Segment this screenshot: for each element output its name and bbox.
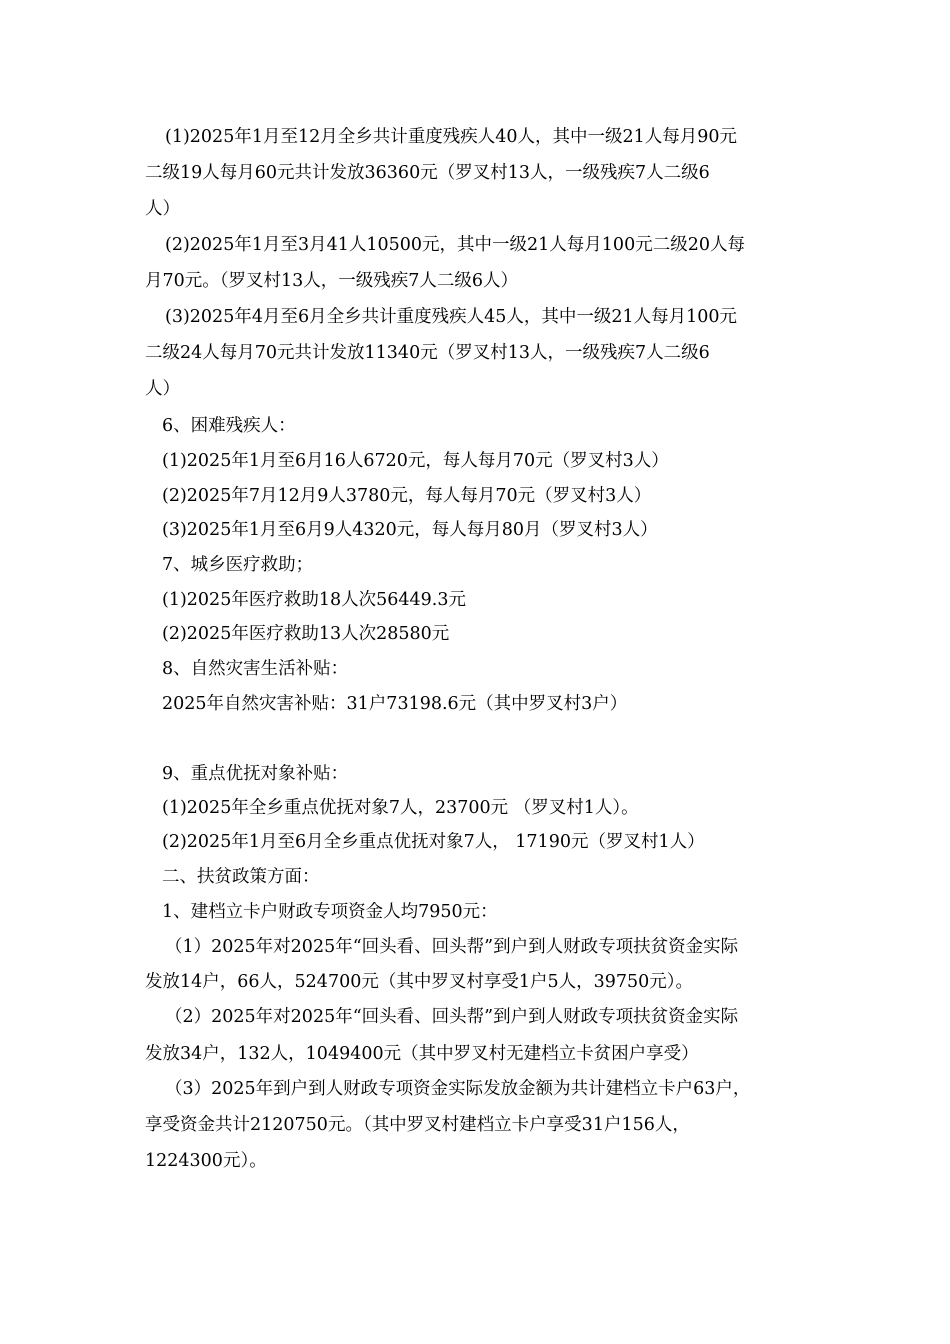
section-heading: 1、建档立卡户财政专项资金人均7950元： xyxy=(162,902,498,922)
text-line: 2025年自然灾害补贴：31户73198.6元（其中罗叉村3户） xyxy=(162,694,628,714)
text-line: 1224300元）。 xyxy=(145,1151,267,1171)
text-line: (2)2025年医疗救助13人次28580元 xyxy=(162,624,450,644)
text-line: 人） xyxy=(145,379,180,399)
text-line: (1)2025年1月至12月全乡共计重度残疾人40人，其中一级21人每月90元 xyxy=(165,127,738,147)
text-line: 二级19人每月60元共计发放36360元（罗叉村13人，一级残疾7人二级6 xyxy=(145,163,710,183)
text-line: 享受资金共计2120750元。（其中罗叉村建档立卡户享受31户156人， xyxy=(145,1115,690,1135)
text-line: （1）2025年对2025年“回头看、回头帮”到户到人财政专项扶贫资金实际 xyxy=(165,937,739,957)
text-line: 人） xyxy=(145,199,180,219)
text-line: 月70元。（罗叉村13人，一级残疾7人二级6人） xyxy=(145,271,519,291)
section-heading: 9、重点优抚对象补贴： xyxy=(162,764,349,784)
text-line: (2)2025年1月至3月41人10500元，其中一级21人每月100元二级20人每 xyxy=(165,235,745,255)
section-heading: 二、扶贫政策方面： xyxy=(162,867,320,887)
section-heading: 8、自然灾害生活补贴： xyxy=(162,659,349,679)
text-line: (3)2025年4月至6月全乡共计重度残疾人45人，其中一级21人每月100元 xyxy=(165,307,738,327)
text-line: (1)2025年1月至6月16人6720元，每人每月70元（罗叉村3人） xyxy=(162,451,669,471)
text-line: 发放34户，132人，1049400元（其中罗叉村无建档立卡贫困户享受） xyxy=(145,1044,699,1064)
text-line: (3)2025年1月至6月9人4320元，每人每月80月（罗叉村3人） xyxy=(162,520,658,540)
section-heading: 6、困难残疾人： xyxy=(162,416,296,436)
text-line: 二级24人每月70元共计发放11340元（罗叉村13人，一级残疾7人二级6 xyxy=(145,343,710,363)
text-line: 发放14户，66人，524700元（其中罗叉村享受1户5人，39750元）。 xyxy=(145,972,694,992)
text-line: (1)2025年全乡重点优抚对象7人，23700元 （罗叉村1人）。 xyxy=(162,798,639,818)
text-line: (2)2025年7月12月9人3780元，每人每月70元（罗叉村3人） xyxy=(162,486,652,506)
text-line: (1)2025年医疗救助18人次56449.3元 xyxy=(162,590,466,610)
text-line: (2)2025年1月至6月全乡重点优抚对象7人， 17190元（罗叉村1人） xyxy=(162,832,705,852)
text-line: （3）2025年到户到人财政专项资金实际发放金额为共计建档立卡户63户， xyxy=(165,1079,751,1099)
text-line: （2）2025年对2025年“回头看、回头帮”到户到人财政专项扶贫资金实际 xyxy=(165,1007,739,1027)
section-heading: 7、城乡医疗救助； xyxy=(162,555,314,575)
